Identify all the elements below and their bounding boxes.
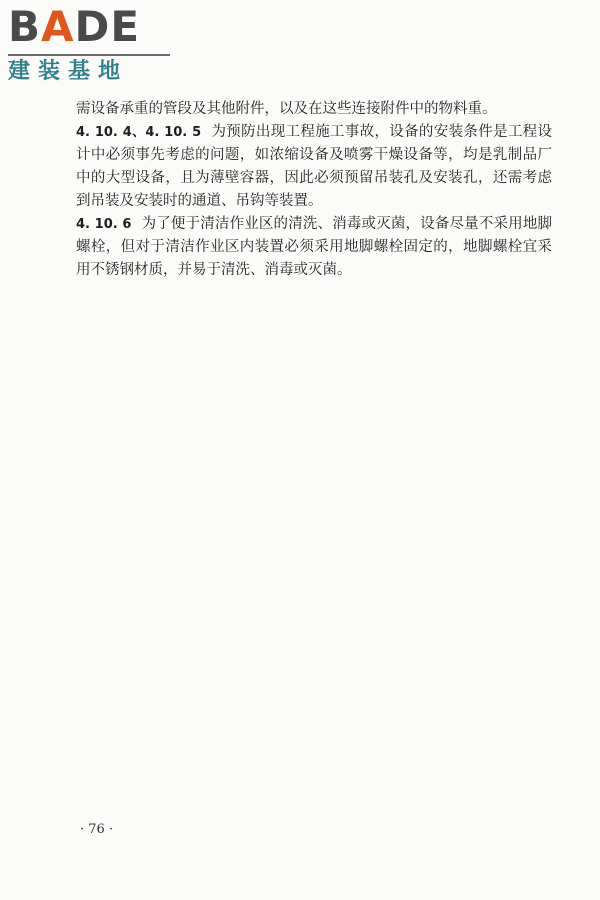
logo-subtitle: 建装基地 bbox=[8, 59, 129, 84]
brand-logo bbox=[8, 4, 178, 88]
logo-letters-de: DE bbox=[74, 2, 141, 51]
document-body bbox=[76, 98, 552, 282]
paragraph-text: 需设备承重的管段及其他附件，以及在这些连接附件中的物料重。 bbox=[76, 101, 497, 117]
clause-number: 4. 10. 6 bbox=[76, 217, 132, 232]
logo-letter-a-accent: A bbox=[41, 2, 75, 51]
logo-divider bbox=[8, 54, 170, 56]
clause-number: 4. 10. 4、4. 10. 5 bbox=[76, 125, 202, 140]
paragraph-clause-4-10-4 bbox=[76, 121, 552, 213]
paragraph-clause-4-10-6 bbox=[76, 213, 552, 282]
logo-letter-b: B bbox=[8, 2, 42, 51]
paragraph-text: 为预防出现工程施工事故，设备的安装条件是工程设计中必须事先考虑的问题，如浓缩设备及喷雾干燥设备等，均是乳制品厂中的大型设备，且为薄壁容器，因此必须预留吊装孔及安装孔，还需考虑到吊装及安装时的通道、吊钩等装置。 bbox=[76, 124, 552, 209]
paragraph-continuation bbox=[76, 98, 552, 121]
logo-wordmark bbox=[8, 4, 140, 50]
page-number: · 76 · bbox=[80, 822, 114, 837]
paragraph-text: 为了便于清洁作业区的清洗、消毒或灭菌，设备尽量不采用地脚螺栓，但对于清洁作业区内装置必须采用地脚螺栓固定的，地脚螺栓宜采用不锈钢材质，并易于清洗、消毒或灭菌。 bbox=[76, 216, 552, 278]
